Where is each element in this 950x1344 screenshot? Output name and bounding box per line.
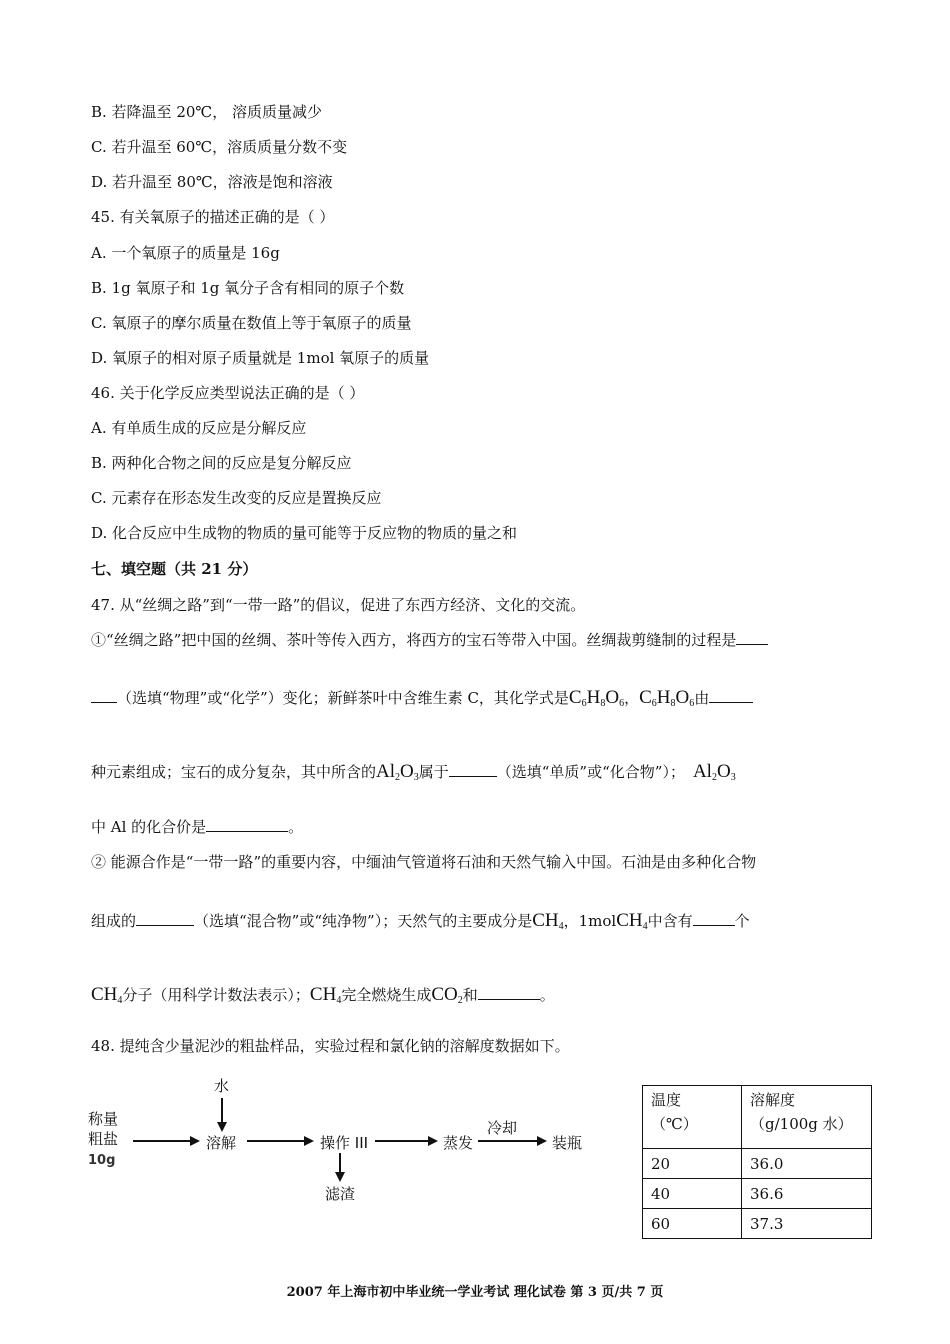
carbon-dioxide-formula: $CO_2$ (431, 984, 463, 1006)
table-cell-temperature: 60 (643, 1209, 742, 1239)
q47-part1-text5: 属于 (418, 763, 449, 781)
q46-option-a: A. 有单质生成的反应是分解反应 (91, 419, 307, 437)
q48-stem: 48. 提纯含少量泥沙的粗盐样品，实验过程和氯化钠的溶解度数据如下。 (91, 1037, 570, 1055)
methane-formula: $CH_4$ (309, 984, 342, 1006)
methane-formula: $CH_4$ (91, 984, 123, 1006)
q46-option-b: B. 两种化合物之间的反应是复分解反应 (91, 454, 352, 472)
q47-part2-text2: （选填“混合物”或“纯净物”）；天然气的主要成分是 (194, 912, 533, 930)
table-cell-solubility: 37.3 (742, 1209, 872, 1239)
q47-part2-text4: 中含有 (647, 912, 693, 930)
q47-part2-text8: 和 (462, 986, 478, 1004)
q47-stem: 47. 从“丝绸之路”到“一带一路”的倡议，促进了东西方经济、文化的交流。 (91, 596, 586, 614)
flow-crude-salt-label: 粗盐 (88, 1130, 119, 1148)
table-cell-solubility: 36.0 (742, 1149, 872, 1179)
methane-formula: $CH_4$ (616, 910, 648, 932)
q45-option-a: A. 一个氧原子的质量是 16g (91, 244, 280, 262)
flow-residue-label: 滤渣 (325, 1185, 356, 1203)
q47-part1-text4: 种元素组成；宝石的成分复杂，其中所含的 (91, 763, 377, 781)
q47-part2-text1: 组成的 (91, 912, 137, 930)
alumina-formula: $Al_2O_3$ (376, 761, 419, 783)
table-cell-temperature: 40 (643, 1179, 742, 1209)
flow-bottle-label: 装瓶 (552, 1134, 583, 1152)
vitamin-c-formula: $C_6H_8O_6$ (568, 687, 625, 709)
comma: ， (624, 689, 640, 707)
solubility-header: 溶解度 （g/100g 水） (742, 1086, 872, 1149)
q47-part1-text6: （选填“单质”或“化合物”）； (496, 763, 685, 781)
q47-part1-text2: （选填“物理”或“化学”）变化；新鲜茶叶中含维生素 C，其化学式是 (117, 689, 569, 707)
q47-part1-text3: 由 (694, 689, 710, 707)
q47-part1-text1: ①“丝绸之路”把中国的丝绸、茶叶等传入西方，将西方的宝石等带入中国。丝绸裁剪缝制的过程是 (91, 631, 737, 649)
q47-part1-text7: 中 Al 的化合价是 (91, 818, 207, 836)
table-cell-temperature: 20 (643, 1149, 742, 1179)
table-header-row (643, 1086, 872, 1149)
q47-part2-text6: 分子（用科学计数法表示）； (122, 986, 310, 1004)
section-heading: 七、填空题（共 21 分） (91, 560, 258, 578)
q45-stem: 45. 有关氧原子的描述正确的是（ ） (91, 208, 335, 226)
table-row (643, 1149, 872, 1179)
table-cell-solubility: 36.6 (742, 1179, 872, 1209)
q45-option-d: D. 氧原子的相对原子质量就是 1mol 氧原子的质量 (91, 349, 430, 367)
table-row (643, 1179, 872, 1209)
flow-operation-label: 操作 III (320, 1134, 369, 1152)
flow-water-label: 水 (214, 1077, 230, 1095)
q44-option-b: B. 若降温至 20℃， 溶质质量减少 (91, 103, 322, 121)
q47-part2-text7: 完全燃烧生成 (341, 986, 432, 1004)
q47-part2-text3: ，1mol (563, 912, 617, 930)
table-row (643, 1209, 872, 1239)
flow-weigh-label: 称量 (88, 1110, 119, 1128)
q45-option-b: B. 1g 氧原子和 1g 氧分子含有相同的原子个数 (91, 279, 405, 297)
period: 。 (539, 986, 555, 1004)
q46-option-d: D. 化合反应中生成物的物质的量可能等于反应物的物质的量之和 (91, 524, 518, 542)
methane-formula: $CH_4$ (532, 910, 564, 932)
period: 。 (288, 818, 304, 836)
q44-option-d: D. 若升温至 80℃，溶液是饱和溶液 (91, 173, 333, 191)
vitamin-c-formula: $C_6H_8O_6$ (639, 687, 695, 709)
flow-dissolve-label: 溶解 (206, 1134, 237, 1152)
q47-part2-line1: ② 能源合作是“一带一路”的重要内容，中缅油气管道将石油和天然气输入中国。石油是由多种化合物 (91, 853, 757, 871)
temperature-header: 温度 （℃） (643, 1086, 742, 1149)
q44-option-c: C. 若升温至 60℃，溶质质量分数不变 (91, 138, 348, 156)
flow-cool-label: 冷却 (487, 1119, 518, 1137)
q46-option-c: C. 元素存在形态发生改变的反应是置换反应 (91, 489, 382, 507)
q46-stem: 46. 关于化学反应类型说法正确的是（ ） (91, 384, 365, 402)
q45-option-c: C. 氧原子的摩尔质量在数值上等于氧原子的质量 (91, 314, 412, 332)
flow-mass-label: 10g (88, 1153, 116, 1168)
page-footer: 2007 年上海市初中毕业统一学业考试 理化试卷 第 3 页/共 7 页 (286, 1285, 664, 1300)
q47-part2-text5: 个 (734, 912, 750, 930)
alumina-formula: $Al_2O_3$ (692, 761, 736, 783)
solubility-table (642, 1085, 872, 1239)
flow-evaporate-label: 蒸发 (443, 1134, 474, 1152)
